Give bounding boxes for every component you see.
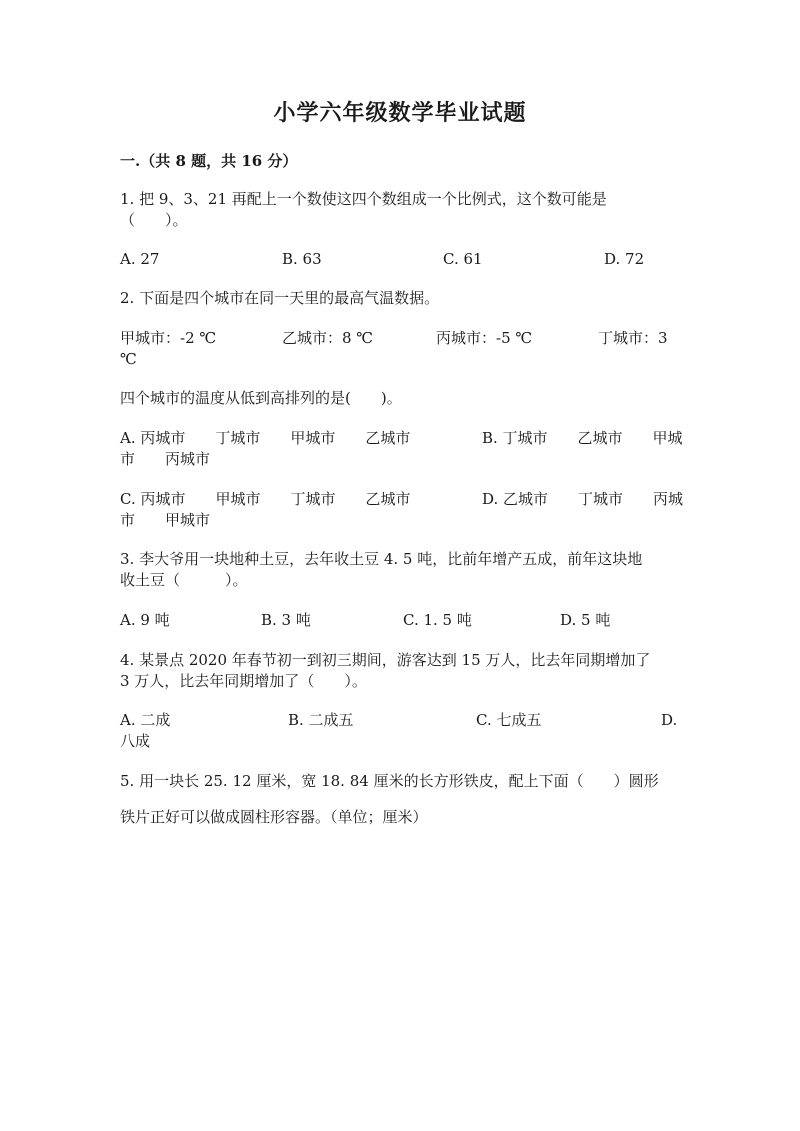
q5-stem-line2: 铁片正好可以做成圆柱形容器。（单位；厘米） — [120, 808, 428, 826]
q2-option-a: A. 丙城市 丁城市 甲城市 乙城市 — [120, 429, 411, 447]
q3-stem-line2: 收土豆（ ）。 — [120, 571, 248, 589]
q1-option-a: A. 27 — [120, 250, 160, 268]
q2-option-b-line2: 市 丙城市 — [120, 450, 211, 468]
q4-options — [120, 710, 680, 730]
section-heading: 一.（共 8 题，共 16 分） — [120, 152, 298, 170]
q2-temp-wrap: ℃ — [120, 350, 137, 368]
q2-temp-yi: 乙城市：8 ℃ — [282, 329, 374, 347]
q2-option-d-line2: 市 甲城市 — [120, 511, 211, 529]
q2-temp-jia: 甲城市：-2 ℃ — [120, 329, 217, 347]
q1-option-b: B. 63 — [282, 250, 322, 268]
q1-options — [120, 249, 680, 269]
q3-option-a: A. 9 吨 — [120, 611, 170, 629]
q2-temp-bing: 丙城市：-5 ℃ — [436, 329, 533, 347]
q5-stem-line1: 5. 用一块长 25. 12 厘米，宽 18. 84 厘米的长方形铁皮，配上下面（ ）圆形 — [120, 772, 659, 790]
page-title: 小学六年级数学毕业试题 — [273, 100, 527, 126]
q1-option-d: D. 72 — [604, 250, 645, 268]
q2-option-c: C. 丙城市 甲城市 丁城市 乙城市 — [120, 490, 411, 508]
q1-option-c: C. 61 — [443, 250, 483, 268]
q1-stem-line2: （ ）。 — [120, 211, 188, 229]
q4-option-c: C. 七成五 — [476, 711, 542, 729]
q2-question: 四个城市的温度从低到高排列的是( )。 — [120, 389, 402, 407]
q4-stem-line2: 3 万人，比去年同期增加了（ ）。 — [120, 672, 367, 690]
q3-options — [120, 610, 680, 630]
q4-option-a: A. 二成 — [120, 711, 171, 729]
q3-option-d: D. 5 吨 — [560, 611, 611, 629]
q1-stem-line1: 1. 把 9、3、21 再配上一个数使这四个数组成一个比例式，这个数可能是 — [120, 190, 607, 208]
q3-stem-line1: 3. 李大爷用一块地种土豆，去年收土豆 4. 5 吨，比前年增产五成，前年这块地 — [120, 550, 643, 568]
q2-temperatures — [120, 328, 680, 348]
q2-option-d-line1: D. 乙城市 丁城市 丙城 — [482, 490, 684, 508]
q4-stem-line1: 4. 某景点 2020 年春节初一到初三期间，游客达到 15 万人，比去年同期增加了 — [120, 651, 651, 669]
q4-option-d-wrap: 八成 — [120, 732, 151, 750]
q4-option-d: D. — [661, 711, 678, 729]
q3-option-b: B. 3 吨 — [261, 611, 311, 629]
q3-option-c: C. 1. 5 吨 — [403, 611, 472, 629]
q2-temp-ding: 丁城市：3 — [598, 329, 668, 347]
q4-option-b: B. 二成五 — [288, 711, 354, 729]
q2-stem: 2. 下面是四个城市在同一天里的最高气温数据。 — [120, 289, 440, 307]
q2-option-b-line1: B. 丁城市 乙城市 甲城 — [482, 429, 683, 447]
